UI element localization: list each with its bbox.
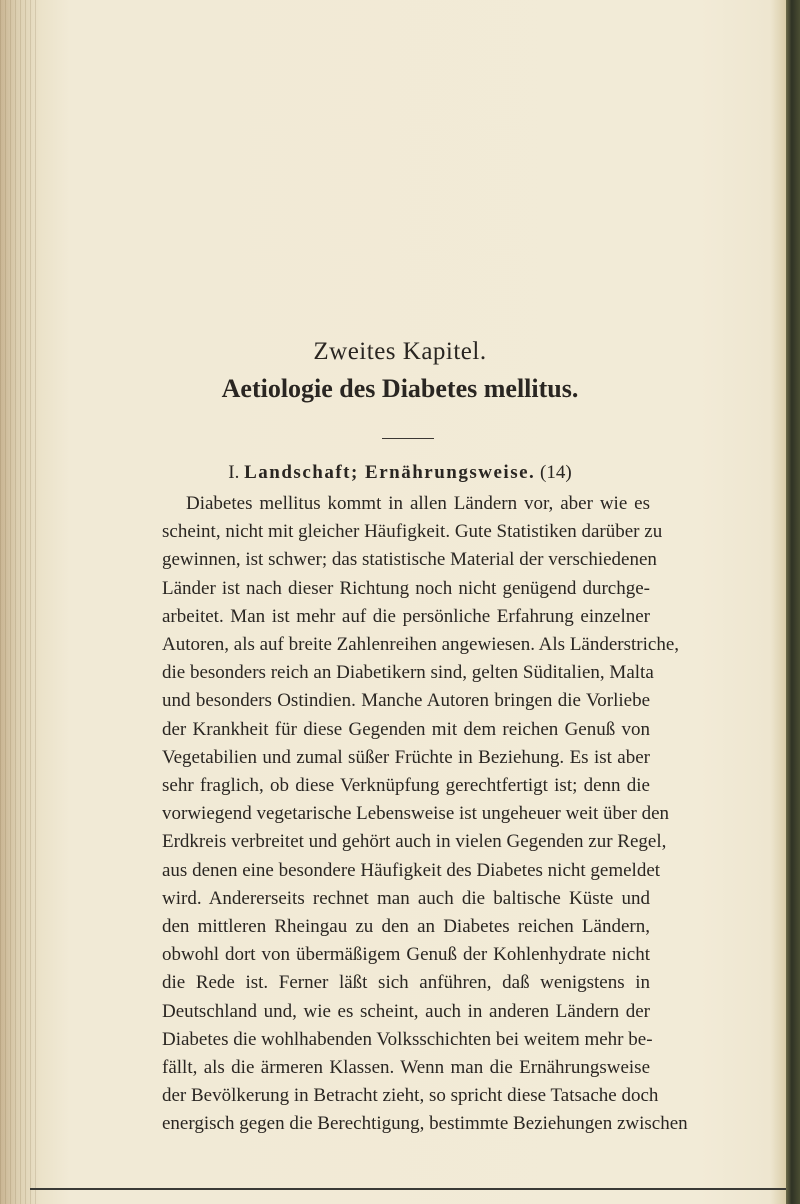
text-line: Vegetabilien und zumal süßer Früchte in Beziehung. Es ist aber xyxy=(162,746,650,768)
title-divider xyxy=(382,438,434,439)
text-line: Diabetes mellitus kommt in allen Ländern vor, aber wie es xyxy=(186,493,650,514)
text-line: obwohl dort von übermäßigem Genuß der Kohlenhydrate nicht xyxy=(162,944,650,966)
page-bottom-rule xyxy=(30,1188,786,1190)
text-line: Diabetes die wohlhabenden Volksschichten bei weitem mehr be- xyxy=(162,1028,653,1050)
text-line: gewinnen, ist schwer; das statistische Material der verschiedenen xyxy=(162,549,657,571)
text-line: arbeitet. Man ist mehr auf die persönliche Erfahrung einzelner xyxy=(162,605,650,627)
section-reference: (14) xyxy=(540,462,572,483)
text-line: fällt, als die ärmeren Klassen. Wenn man die Ernährungsweise xyxy=(162,1057,650,1079)
chapter-title: Aetiologie des Diabetes mellitus. xyxy=(221,374,579,403)
text-line: Deutschland und, wie es scheint, auch in anderen Ländern der xyxy=(162,1000,650,1022)
text-line: der Bevölkerung in Betracht zieht, so spricht diese Tatsache doch xyxy=(162,1085,659,1107)
text-line: und besonders Ostindien. Manche Autoren bringen die Vorliebe xyxy=(162,690,650,712)
text-line: vorwiegend vegetarische Lebensweise ist ungeheuer weit über den xyxy=(162,803,669,825)
section-heading xyxy=(0,462,800,484)
text-line: Erdkreis verbreitet und gehört auch in vielen Gegenden zur Regel, xyxy=(162,831,667,853)
text-line: aus denen eine besondere Häufigkeit des Diabetes nicht gemeldet xyxy=(162,859,661,881)
text-line: die Rede ist. Ferner läßt sich anführen, daß wenigstens in xyxy=(162,972,650,994)
text-line: wird. Andererseits rechnet man auch die baltische Küste und xyxy=(162,887,650,909)
text-line: Länder ist nach dieser Richtung noch nicht genügend durchge- xyxy=(162,577,650,599)
page-right-edge xyxy=(786,0,800,1204)
body-paragraph xyxy=(162,490,688,1139)
section-number: I. xyxy=(228,462,240,483)
text-line: Autoren, als auf breite Zahlenreihen angewiesen. Als Länderstriche, xyxy=(162,634,680,656)
text-line: der Krankheit für diese Gegenden mit dem reichen Genuß von xyxy=(162,718,650,740)
page-binding-edge xyxy=(0,0,36,1204)
text-line: energisch gegen die Berechtigung, bestimmte Beziehungen zwischen xyxy=(162,1113,688,1135)
text-line: sehr fraglich, ob diese Verknüpfung gerechtfertigt ist; denn die xyxy=(162,775,650,797)
section-title: Landschaft; Ernährungsweise. xyxy=(244,462,536,483)
chapter-label: Zweites Kapitel. xyxy=(313,338,487,365)
text-line: die besonders reich an Diabetikern sind, gelten Süditalien, Malta xyxy=(162,662,654,684)
text-line: scheint, nicht mit gleicher Häufigkeit. Gute Statistiken darüber zu xyxy=(162,521,663,543)
text-line: den mittleren Rheingau zu den an Diabetes reichen Ländern, xyxy=(162,916,650,938)
